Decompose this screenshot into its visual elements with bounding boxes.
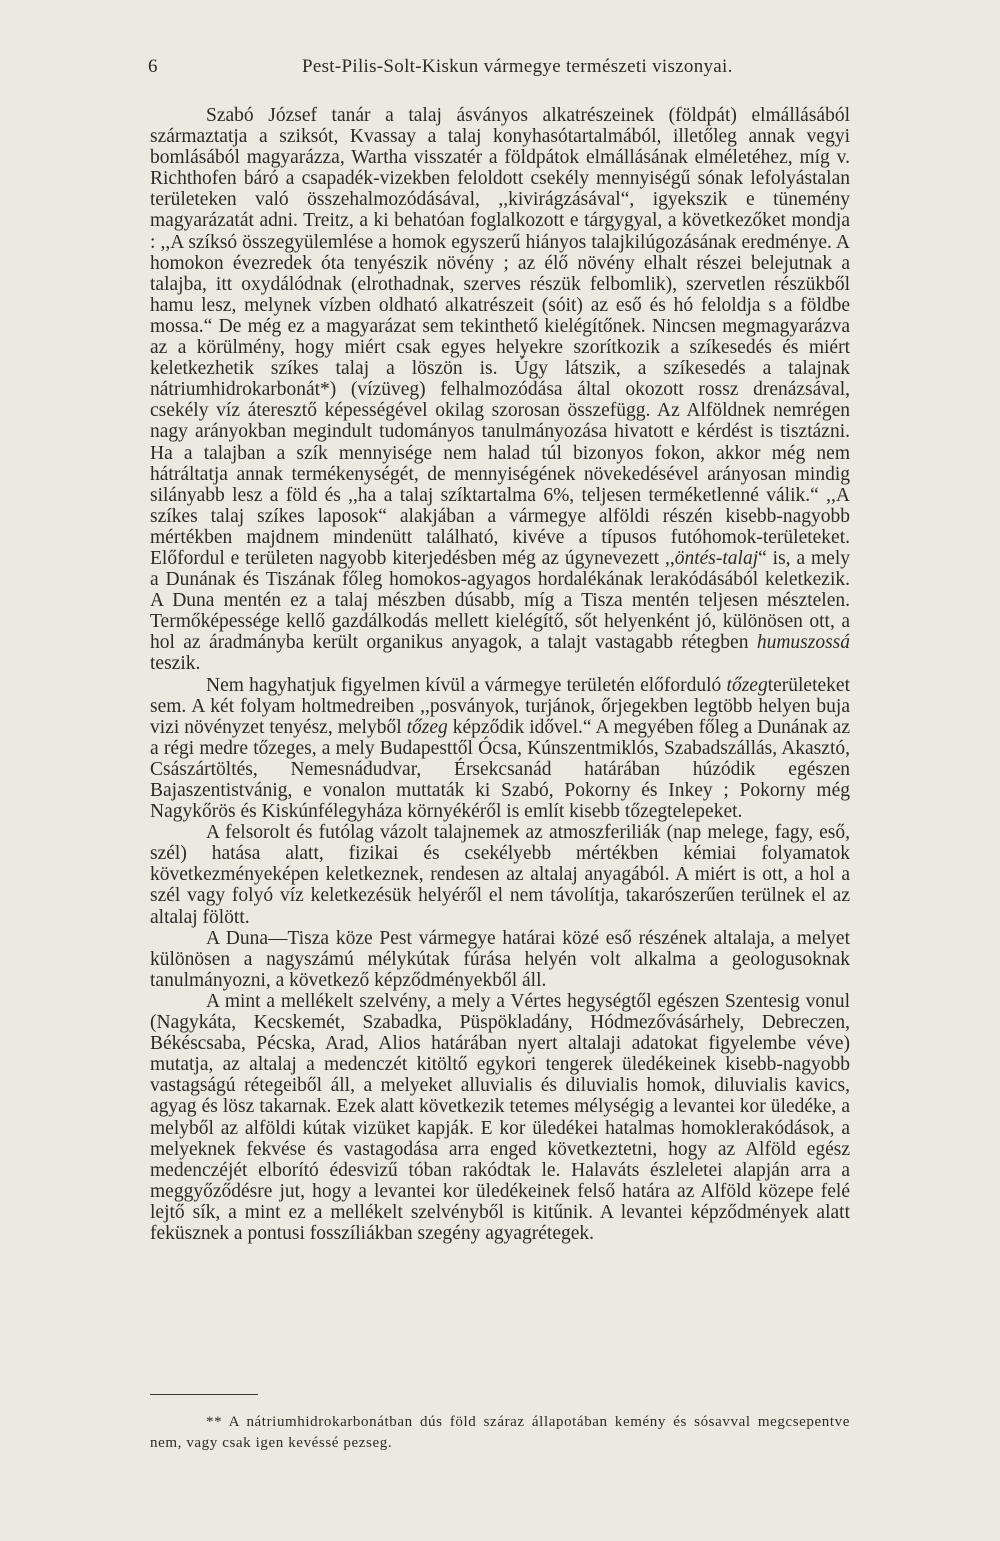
paragraph bbox=[150, 105, 850, 675]
italic-term: öntés-talaj bbox=[674, 547, 759, 569]
page-number: 6 bbox=[148, 56, 158, 77]
italic-term: tőzeg bbox=[406, 716, 448, 738]
text-run: A felsorolt és futólag vázolt talajnemek az atmoszferiliák (nap melege, fagy, eső, szél) hatása alatt, fizikai és csekélyebb mértékben kémiai folyamatok következményeképen keletkeznek, rendesen az altalaj anyagából. A miért is ott, a hol a szél vagy folyó víz keletkezésük helyéről el nem távolítja, takarószerűen terülnek el az altalaj fölött. bbox=[150, 822, 850, 928]
text-run: “ is, a mely a Dunának és Tiszának főleg homokos-agyagos hordalékának lerakódásából keletkezik. A Duna mentén ez a talaj mészben dúsabb, míg a Tisza mentén teljesen mésztelen. Termőképessége kellő gazdálkodás mellett kielégítő, sőt helyenként jó, különösen ott, a hol az áradmányba került organikus anyagok, a talajt vastagabb rétegben bbox=[150, 547, 850, 654]
body-text bbox=[150, 105, 850, 1244]
paragraph bbox=[150, 928, 850, 991]
text-run: területeket sem. A két folyam holtmedreiben ,,posványok, turjánok, őrjegekben legtöbb helyen buja vizi növényzet tenyész, melyből bbox=[150, 674, 850, 738]
footnote: ** A nátriumhidrokarbonátban dús föld száraz állapotában kemény és sósavval megcsepentve nem, vagy csak igen kevéssé pezseg. bbox=[150, 1414, 850, 1451]
text-run: A mint a mellékelt szelvény, a mely a Vértes hegységtől egészen Szentesig vonul (Nagykáta, Kecskemét, Szabadka, Püspökladány, Hódmezővásárhely, Debreczen, Békéscsaba, Pécska, Arad, Alios határában nyert altalaji adatokat figyelembe véve) mutatja, az altalaj a medenczét kitöltő egykori tengerek üledékeinek kisebb-nagyobb vastagságú rétegeiből áll, a melyeket alluvialis és diluvialis homok, diluvialis kavics, agyag és lösz takarnak. Ezek alatt következik tetemes mélységig a levantei kor üledéke, a melyből az alföldi kútak vizüket kapják. E kor üledékei hatalmas homoklerakódások, a melyeknek fekvése és vastagodása arra enged következtetni, hogy az Alföld egész medenczéjét elborító édesvizű tóban rakódtak le. Halaváts észleletei alapján arra a meggyőződésre jut, hogy a levantei kor üledékeinek felső határa az Alföld közepe felé lejtő sík, a mint ez a mellékelt szelvényből is kitűnik. A levantei képződmények alatt feküsznek a pontusi fosszíliákban szegény agyagrétegek. bbox=[150, 990, 850, 1244]
text-run: A Duna—Tisza köze Pest vármegye határai közé eső részének altalaja, a melyet különösen a nagyszámú mélykútak fúrása helyén volt alkalma a geologusoknak tanulmányozni, a következő képződményekből áll. bbox=[150, 927, 850, 991]
text-run: képződik idővel.“ A megyében főleg a Dunának az a régi medre tőzeges, a mely Budapesttől Ócsa, Kúnszentmiklós, Szabadszállás, Akasztó, Császártöltés, Nemesnádudvar, Érsekcsanád határában húzódik egészen Bajaszentistvánig, e vonalon muttaták ki Szabó, Pokorny és Inkey ; Pokorny még Nagykőrös és Kiskúnfélegyháza környékéről is említ kisebb tőzegtelepeket. bbox=[150, 716, 850, 823]
italic-term: tőzeg bbox=[726, 674, 768, 696]
paragraph bbox=[150, 991, 850, 1244]
paragraph bbox=[150, 675, 850, 823]
running-head bbox=[148, 56, 858, 82]
text-run: teszik. bbox=[150, 653, 201, 675]
running-head-title: Pest-Pilis-Solt-Kiskun vármegye természeti viszonyai. bbox=[302, 56, 733, 77]
text-run: Szabó József tanár a talaj ásványos alkatrészeinek (földpát) elmállásából származtatja a sziksót, Kvassay a talaj konyhasótartalmából, illetőleg annak vegyi bomlásából magyarázza, Wartha visszatér a földpátok elmállásának elméletéhez, míg v. Richthofen báró a csapadék-vizekben feloldott csekély mennyiségű sónak lefolyástalan területeken való összehalmozódásával, ,,kivirágzásával“, igyekszik e tünemény magyarázatát adni. Treitz, a ki behatóan foglalkozott e tárgygyal, a következőket mondja : ,,A szíksó összegyülemlése a homok egyszerű hiányos talajkilúgozásának eredménye. A homokon évezredek óta tenyészik növény ; az élő növény elhalt részei belejutnak a talajba, itt oxydálódnak (elrothadnak, szerves részük felbomlik), szervetlen részükből hamu lesz, melynek vízben oldható alkatrészeit (sóit) az eső és hó feloldja s a földbe mossa.“ De még ez a magyarázat sem tekinthető kielégítőnek. Nincsen megmagyarázva az a körülmény, hogy miért csak egyes helyekre szorítkozik a szíkesedés és miért keletkezhetik szíkes talaj a löszön is. Úgy látszik, a szíkesedés a talajnak nátriumhidrokarbonát*) (vízüveg) felhalmozódása által okozott rossz drenázsával, csekély víz áteresztő képességével okilag szorosan összefügg. Az Alföldnek nemrégen nagy arányokban megindult tudományos tanulmányozása hivatott e kérdést is tisztázni. Ha a talajban a szík mennyisége nem halad túl bizonyos fokon, akkor még nem hátráltatja annak termékenységét, de mennyiségének növekedésével arányosan mindig silányabb lesz a föld és ,,ha a talaj szíktartalma 6%, teljesen terméketlenné válik.“ ,,A szíkes talaj szíkes laposok“ alakjában a vármegye alföldi részén kisebb-nagyobb mértékben majdnem mindenütt található, kivéve a típusos futóhomok-területeket. Előfordul e területen nagyobb kiterjedésben még az úgynevezett ,, bbox=[150, 105, 850, 569]
italic-term: humuszossá bbox=[756, 632, 850, 654]
footnote-divider bbox=[150, 1394, 258, 1395]
paragraph bbox=[150, 822, 850, 927]
text-run: Nem hagyhatjuk figyelmen kívül a vármegye területén előforduló bbox=[206, 674, 727, 696]
